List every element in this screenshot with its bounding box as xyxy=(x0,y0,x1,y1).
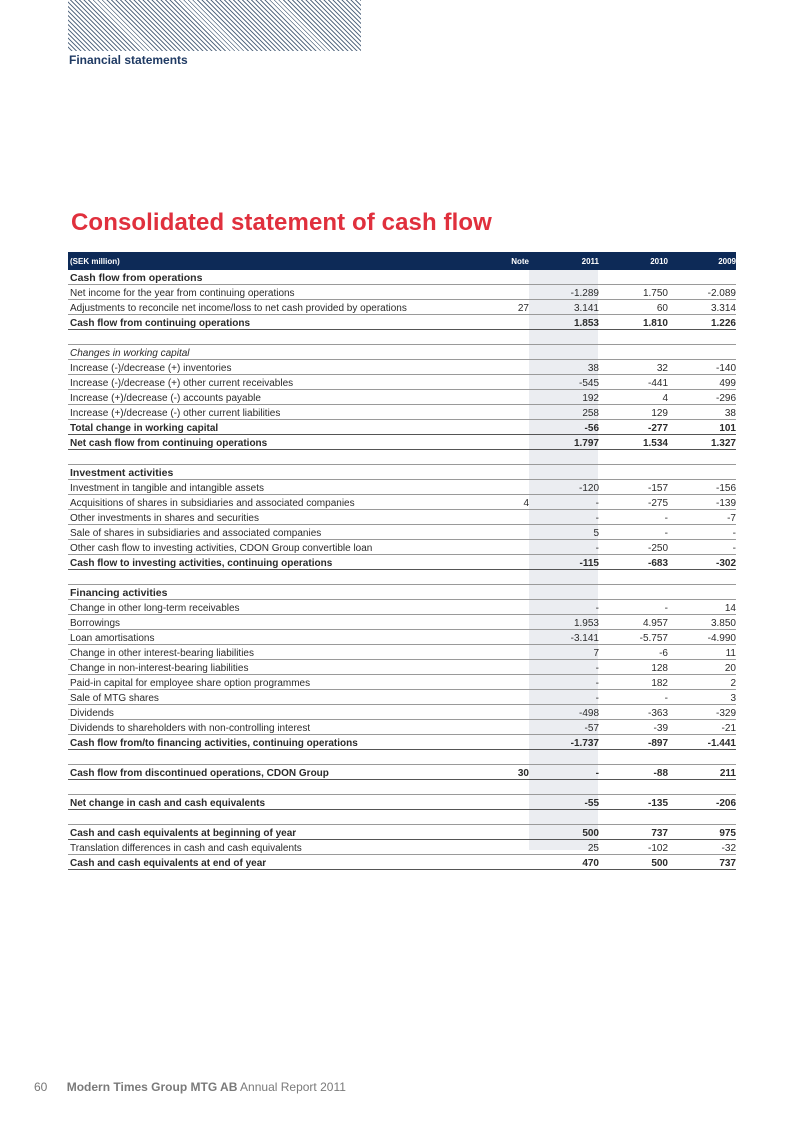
value-2010: -363 xyxy=(647,707,668,719)
value-2011: -1.289 xyxy=(570,287,599,299)
value-2011: 1.853 xyxy=(573,317,599,329)
row-label: Other cash flow to investing activities, CDON Group convertible loan xyxy=(70,542,373,554)
row-label: Cash flow from continuing operations xyxy=(70,317,250,329)
value-2009: 14 xyxy=(724,602,736,614)
row-label: Investment in tangible and intangible assets xyxy=(70,482,265,494)
row-label: Cash and cash equivalents at end of year xyxy=(70,857,267,869)
value-2009: 101 xyxy=(719,422,736,434)
value-2010: -88 xyxy=(653,767,668,779)
value-2010: -441 xyxy=(647,377,668,389)
section-heading-row xyxy=(68,345,736,360)
row-label: Increase (-)/decrease (+) other current receivables xyxy=(70,377,294,389)
value-2011: 5 xyxy=(593,527,599,539)
row-label: Increase (-)/decrease (+) inventories xyxy=(70,362,232,374)
table-row xyxy=(68,705,736,720)
table-row xyxy=(68,405,736,420)
value-2011: -57 xyxy=(584,722,599,734)
table-row xyxy=(68,315,736,330)
value-2011: - xyxy=(595,497,599,509)
value-2009: 1.226 xyxy=(710,317,736,329)
table-row xyxy=(68,480,736,495)
value-2009: -140 xyxy=(715,362,736,374)
value-2011: 192 xyxy=(582,392,599,404)
value-2010: 129 xyxy=(651,407,668,419)
row-note: 30 xyxy=(517,767,529,779)
value-2010: 60 xyxy=(656,302,668,314)
row-label: Sale of MTG shares xyxy=(70,692,159,704)
value-2009: 1.327 xyxy=(710,437,736,449)
value-2010: - xyxy=(664,527,668,539)
value-2011: -56 xyxy=(584,422,599,434)
value-2010: -39 xyxy=(653,722,668,734)
value-2011: - xyxy=(595,512,599,524)
header-2010: 2010 xyxy=(650,256,668,266)
row-label: Change in other interest-bearing liabilities xyxy=(70,647,254,659)
value-2011: 7 xyxy=(593,647,599,659)
table-row xyxy=(68,390,736,405)
value-2009: -1.441 xyxy=(707,737,736,749)
spacer-row xyxy=(68,450,736,465)
spacer-row xyxy=(68,330,736,345)
table-row xyxy=(68,510,736,525)
spacer-row xyxy=(68,780,736,795)
row-label: Acquisitions of shares in subsidiaries and associated companies xyxy=(70,497,355,509)
report-name: Annual Report 2011 xyxy=(240,1080,346,1094)
value-2009: 11 xyxy=(725,647,736,659)
value-2009: -139 xyxy=(715,497,736,509)
table-row xyxy=(68,615,736,630)
row-note: 27 xyxy=(517,302,529,314)
row-label: Cash flow from discontinued operations, CDON Group xyxy=(70,767,329,779)
value-2011: 1.953 xyxy=(573,617,599,629)
value-2009: 20 xyxy=(724,662,736,674)
table-row xyxy=(68,825,736,840)
table-row xyxy=(68,375,736,390)
value-2010: -6 xyxy=(659,647,668,659)
section-label: Financial statements xyxy=(69,53,188,67)
table-row xyxy=(68,285,736,300)
row-label: Cash flow from/to financing activities, continuing operations xyxy=(70,737,358,749)
table-row xyxy=(68,495,736,510)
value-2011: - xyxy=(595,692,599,704)
table-row xyxy=(68,600,736,615)
table-row xyxy=(68,735,736,750)
value-2009: 3.850 xyxy=(710,617,736,629)
row-label: Paid-in capital for employee share option programmes xyxy=(70,677,311,689)
value-2009: - xyxy=(732,542,736,554)
row-label: Cash and cash equivalents at beginning of year xyxy=(70,827,297,839)
value-2009: 2 xyxy=(730,677,736,689)
value-2010: 128 xyxy=(651,662,668,674)
page-number: 60 xyxy=(34,1080,48,1094)
value-2009: -296 xyxy=(715,392,736,404)
value-2009: -7 xyxy=(727,512,736,524)
table-row xyxy=(68,300,736,315)
table-row xyxy=(68,540,736,555)
cash-flow-table xyxy=(68,252,736,870)
value-2010: -683 xyxy=(647,557,668,569)
value-2010: 500 xyxy=(651,857,668,869)
row-label: Sale of shares in subsidiaries and associated companies xyxy=(70,527,322,539)
table-row xyxy=(68,525,736,540)
value-2011: 1.797 xyxy=(573,437,599,449)
value-2009: 3.314 xyxy=(710,302,736,314)
value-2011: 500 xyxy=(582,827,599,839)
value-2009: -32 xyxy=(721,842,736,854)
row-label: Investment activities xyxy=(70,467,174,479)
value-2009: 211 xyxy=(719,767,736,779)
row-label: Increase (+)/decrease (-) accounts payable xyxy=(70,392,261,404)
table-row xyxy=(68,645,736,660)
value-2010: 1.810 xyxy=(642,317,668,329)
value-2010: 1.534 xyxy=(642,437,668,449)
value-2011: -115 xyxy=(579,557,599,569)
value-2010: - xyxy=(664,602,668,614)
row-label: Dividends xyxy=(70,707,114,719)
value-2011: - xyxy=(595,677,599,689)
value-2011: 470 xyxy=(582,857,599,869)
value-2010: 737 xyxy=(651,827,668,839)
value-2010: 182 xyxy=(651,677,668,689)
value-2009: -2.089 xyxy=(707,287,736,299)
row-label: Borrowings xyxy=(70,617,121,629)
header-2009: 2009 xyxy=(718,256,736,266)
value-2009: 499 xyxy=(719,377,736,389)
spacer-row xyxy=(68,570,736,585)
table-row xyxy=(68,795,736,810)
value-2010: -897 xyxy=(647,737,668,749)
value-2010: -250 xyxy=(647,542,668,554)
section-heading-row xyxy=(68,465,736,480)
value-2009: - xyxy=(732,527,736,539)
row-label: Loan amortisations xyxy=(70,632,155,644)
table-row xyxy=(68,765,736,780)
row-label: Adjustments to reconcile net income/loss to net cash provided by operations xyxy=(70,302,407,314)
table-row xyxy=(68,840,736,855)
value-2009: -302 xyxy=(715,557,736,569)
table-row xyxy=(68,855,736,870)
header-2011: 2011 xyxy=(581,256,599,266)
spacer-row xyxy=(68,810,736,825)
value-2009: 975 xyxy=(719,827,736,839)
value-2011: 3.141 xyxy=(573,302,599,314)
table-row xyxy=(68,675,736,690)
table-row xyxy=(68,660,736,675)
row-label: Increase (+)/decrease (-) other current liabilities xyxy=(70,407,281,419)
row-label: Net change in cash and cash equivalents xyxy=(70,797,266,809)
table-row xyxy=(68,360,736,375)
value-2011: -120 xyxy=(578,482,599,494)
value-2011: 38 xyxy=(587,362,599,374)
value-2011: -545 xyxy=(578,377,599,389)
table-row xyxy=(68,630,736,645)
value-2009: -21 xyxy=(721,722,736,734)
row-label: Translation differences in cash and cash equivalents xyxy=(70,842,302,854)
value-2011: -55 xyxy=(584,797,599,809)
table-row xyxy=(68,690,736,705)
row-label: Cash flow to investing activities, continuing operations xyxy=(70,557,333,569)
value-2010: -135 xyxy=(647,797,668,809)
table-row xyxy=(68,720,736,735)
value-2010: -277 xyxy=(647,422,668,434)
spacer-row xyxy=(68,750,736,765)
value-2011: 25 xyxy=(587,842,599,854)
table-row xyxy=(68,555,736,570)
value-2010: -157 xyxy=(647,482,668,494)
page-title: Consolidated statement of cash flow xyxy=(71,209,492,236)
value-2009: -206 xyxy=(715,797,736,809)
section-heading-row xyxy=(68,585,736,600)
value-2010: 1.750 xyxy=(642,287,668,299)
value-2009: 3 xyxy=(730,692,736,704)
value-2010: -5.757 xyxy=(639,632,668,644)
row-label: Net cash flow from continuing operations xyxy=(70,437,268,449)
value-2009: -329 xyxy=(715,707,736,719)
row-label: Changes in working capital xyxy=(70,347,190,359)
hatch-pattern xyxy=(68,0,361,51)
value-2011: - xyxy=(595,662,599,674)
row-label: Total change in working capital xyxy=(70,422,219,434)
row-label: Change in non-interest-bearing liabilities xyxy=(70,662,249,674)
page-footer xyxy=(34,1080,346,1094)
value-2011: - xyxy=(595,602,599,614)
row-label: Change in other long-term receivables xyxy=(70,602,240,614)
company-name: Modern Times Group MTG AB xyxy=(66,1080,238,1094)
value-2011: - xyxy=(595,542,599,554)
table-header xyxy=(68,252,736,270)
value-2011: -1.737 xyxy=(570,737,599,749)
value-2011: -3.141 xyxy=(570,632,599,644)
value-2010: 32 xyxy=(656,362,668,374)
value-2010: -102 xyxy=(647,842,668,854)
value-2010: - xyxy=(664,512,668,524)
value-2010: 4 xyxy=(662,392,668,404)
value-2009: 737 xyxy=(719,857,736,869)
value-2011: - xyxy=(595,767,599,779)
header-label: (SEK million) xyxy=(70,256,120,266)
row-label: Cash flow from operations xyxy=(70,272,203,284)
table-row xyxy=(68,420,736,435)
value-2011: -498 xyxy=(578,707,599,719)
section-heading-row xyxy=(68,270,736,285)
value-2009: 38 xyxy=(724,407,736,419)
value-2009: -156 xyxy=(715,482,736,494)
value-2010: -275 xyxy=(647,497,668,509)
row-label: Other investments in shares and securities xyxy=(70,512,259,524)
value-2011: 258 xyxy=(582,407,599,419)
row-label: Dividends to shareholders with non-controlling interest xyxy=(70,722,311,734)
table-row xyxy=(68,435,736,450)
header-note: Note xyxy=(511,256,529,266)
row-label: Financing activities xyxy=(70,587,168,599)
value-2009: -4.990 xyxy=(707,632,736,644)
row-label: Net income for the year from continuing operations xyxy=(70,287,295,299)
row-note: 4 xyxy=(523,497,529,509)
value-2010: - xyxy=(664,692,668,704)
value-2010: 4.957 xyxy=(642,617,668,629)
